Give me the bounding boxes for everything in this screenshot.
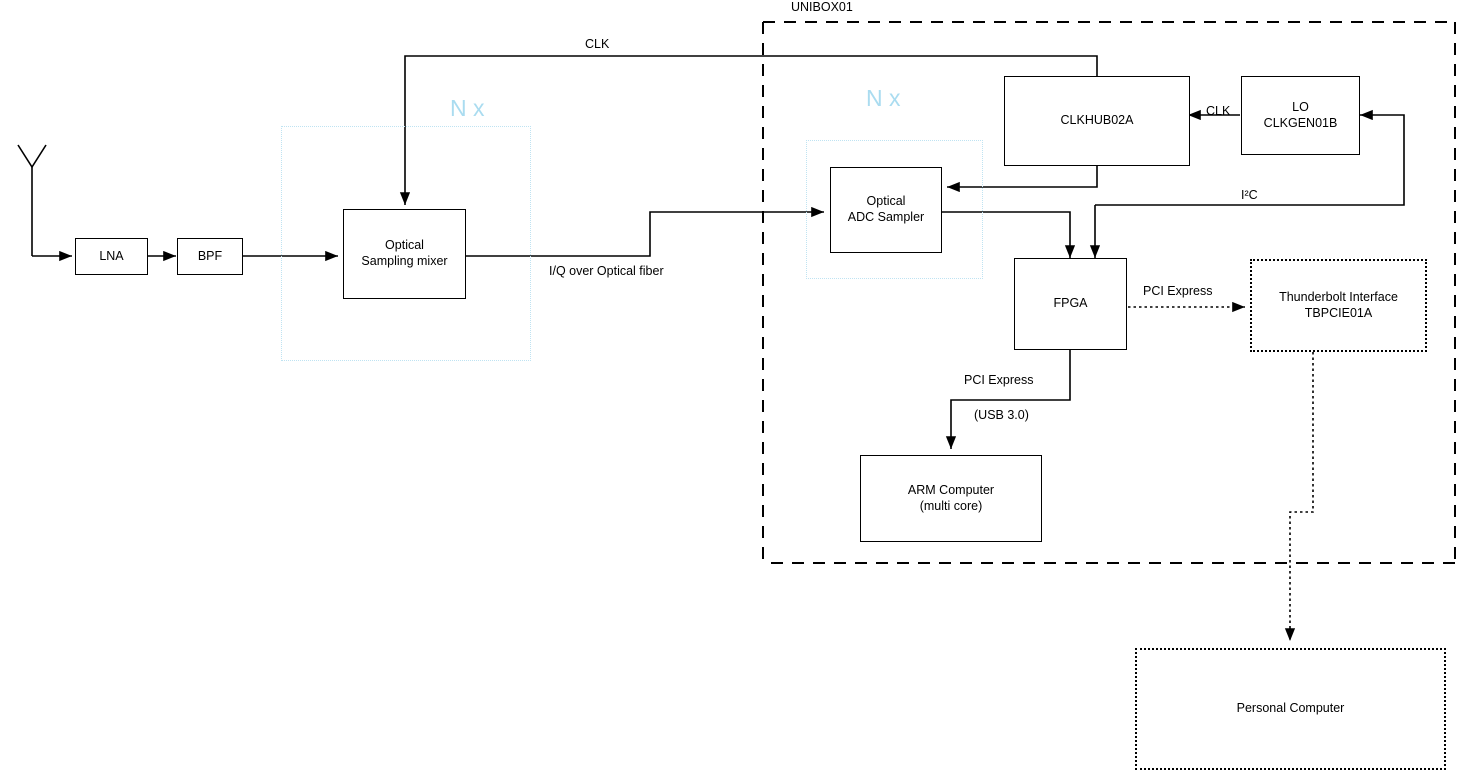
block-optical-adc-sampler-line2: ADC Sampler [847, 210, 925, 224]
block-lna [75, 238, 148, 275]
block-thunderbolt-interface [1250, 259, 1427, 352]
block-lna-label: LNA [99, 248, 124, 263]
block-arm-computer-line1: ARM Computer [907, 482, 995, 497]
block-thunderbolt-interface-line2: TBPCIE01A [1304, 305, 1373, 320]
edge-label-i2c: I²C [1241, 188, 1258, 202]
block-bpf [177, 238, 243, 275]
block-clkhub02a [1004, 76, 1190, 166]
block-optical-adc-sampler-line1: Optical [866, 194, 906, 209]
block-fpga-label: FPGA [1053, 296, 1088, 311]
block-lo-clkgen01b [1241, 76, 1360, 155]
block-bpf-label: BPF [197, 248, 223, 263]
block-arm-computer [860, 455, 1042, 542]
edge-label-iq-over-optical-fiber: I/Q over Optical fiber [549, 264, 664, 278]
nx-label-left: N x [450, 95, 485, 121]
block-personal-computer [1135, 648, 1446, 770]
edge-label-pci-express-arm: PCI Express [964, 373, 1034, 387]
block-arm-computer-line2: (multi core) [919, 498, 983, 513]
block-personal-computer-label: Personal Computer [1236, 701, 1345, 716]
nx-label-right: N x [866, 85, 901, 111]
block-optical-sampling-mixer-line2: Sampling mixer [361, 254, 448, 268]
block-clkhub02a-label: CLKHUB02A [1060, 113, 1134, 128]
block-optical-sampling-mixer [343, 209, 466, 299]
edge-label-clk-top: CLK [585, 37, 610, 51]
edge-label-pci-express-thunderbolt: PCI Express [1143, 284, 1213, 298]
block-optical-adc-sampler [830, 167, 942, 253]
block-thunderbolt-interface-line1: Thunderbolt Interface [1279, 289, 1398, 304]
unibox-title: UNIBOX01 [791, 0, 853, 14]
block-optical-sampling-mixer-line1: Optical [385, 238, 424, 253]
edge-label-usb3: (USB 3.0) [974, 408, 1029, 422]
block-fpga [1014, 258, 1127, 350]
block-lo-clkgen01b-line1: LO [1292, 99, 1309, 114]
edge-label-clk-lo: CLK [1206, 104, 1231, 118]
block-lo-clkgen01b-line2: CLKGEN01B [1263, 115, 1338, 130]
